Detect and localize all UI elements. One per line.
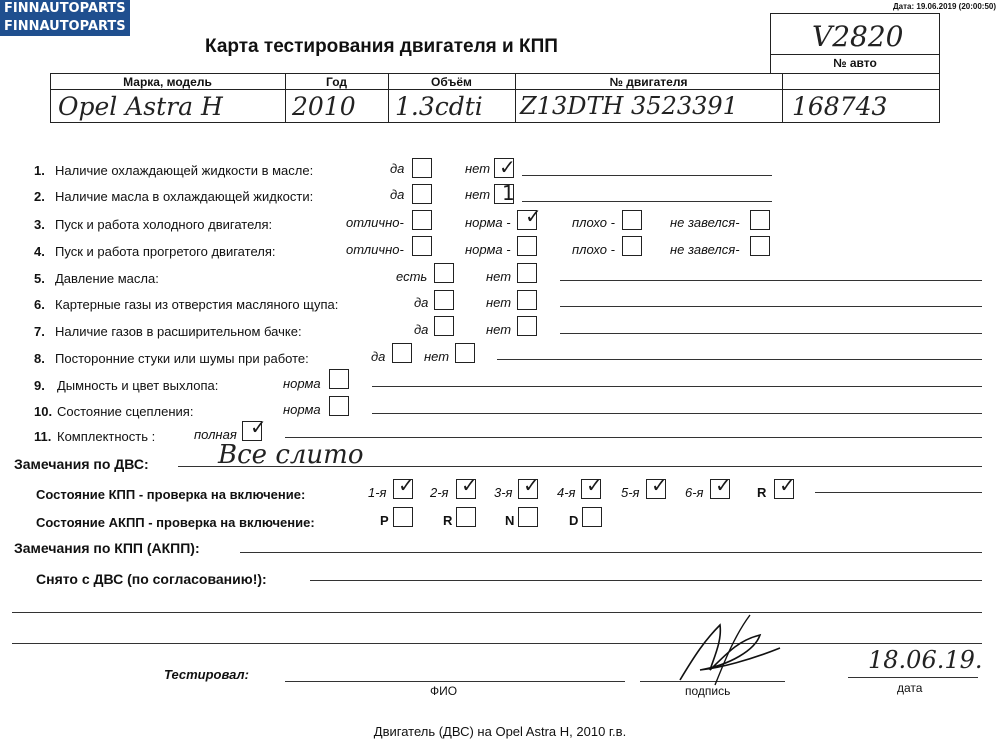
gear-3-check-mark: ✓	[523, 473, 540, 497]
q7-number: 7.	[34, 324, 45, 339]
q9-opt-normal-label: норма	[283, 376, 321, 391]
akpp-r-label: R	[443, 513, 453, 528]
akpp-n-label: N	[505, 513, 515, 528]
gear-4-label: 4-я	[557, 485, 576, 500]
q8-number: 8.	[34, 351, 45, 366]
auto-no-label: № авто	[833, 56, 877, 70]
page-title: Карта тестирования двигателя и КПП	[205, 36, 558, 57]
value-odometer: 168743	[792, 92, 888, 121]
q3-check-mark: ✓	[525, 204, 542, 228]
gear-r-check-mark: ✓	[779, 473, 796, 497]
q5-opt-no-label: нет	[486, 269, 512, 284]
q8-yes-checkbox[interactable]	[392, 343, 412, 363]
gear-3-label: 3-я	[494, 485, 513, 500]
q1-check-mark: ✓	[499, 155, 516, 179]
gear-5-label: 5-я	[621, 485, 640, 500]
col-engine-no: № двигателя	[609, 75, 688, 89]
q4-text: Пуск и работа прогретого двигателя:	[55, 244, 276, 259]
watermark-line-1: FINNAUTOPARTS	[0, 0, 130, 18]
q4-nostart-checkbox[interactable]	[750, 236, 770, 256]
gear-2-check-mark: ✓	[461, 473, 478, 497]
q3-number: 3.	[34, 217, 45, 232]
q3-text: Пуск и работа холодного двигателя:	[55, 217, 273, 232]
q10-text: Состояние сцепления:	[57, 404, 194, 419]
kpp-remarks-label: Замечания по КПП (АКПП):	[14, 540, 200, 556]
gear-6-label: 6-я	[685, 485, 704, 500]
gear-1-check-mark: ✓	[398, 473, 415, 497]
q1-opt-yes-label: да	[390, 161, 405, 176]
col-year: Год	[326, 75, 347, 89]
signature-label: подпись	[685, 684, 731, 698]
q9-number: 9.	[34, 378, 45, 393]
q4-opt-excellent-label: отлично-	[346, 242, 404, 257]
q1-yes-checkbox[interactable]	[412, 158, 432, 178]
q1-number: 1.	[34, 163, 45, 178]
value-model: Opel Astra H	[58, 92, 223, 121]
akpp-r-checkbox[interactable]	[456, 507, 476, 527]
q7-text: Наличие газов в расширительном бачке:	[55, 324, 302, 339]
q1-opt-no-label: нет	[465, 161, 491, 176]
q3-opt-bad-label: плохо -	[572, 215, 615, 230]
q2-text: Наличие масла в охлаждающей жидкости:	[55, 189, 314, 204]
q7-opt-yes-label: да	[414, 322, 429, 337]
q11-number: 11.	[34, 429, 52, 444]
date-stamp: Дата: 19.06.2019 (20:00:50)	[892, 2, 996, 11]
q11-opt-full-label: полная	[194, 427, 237, 442]
q2-yes-checkbox[interactable]	[412, 184, 432, 204]
value-year: 2010	[292, 92, 356, 121]
signature-icon	[660, 610, 790, 690]
q5-opt-yes-label: есть	[396, 269, 428, 284]
q3-opt-nostart-label: не завелся-	[670, 215, 740, 230]
vin-handwritten: V2820	[812, 20, 904, 53]
q4-normal-checkbox[interactable]	[517, 236, 537, 256]
q11-check-mark: ✓	[250, 415, 267, 439]
q9-text: Дымность и цвет выхлопа:	[57, 378, 219, 393]
col-model: Марка, модель	[123, 75, 212, 89]
gear-r-label: R	[757, 485, 767, 500]
q11-text: Комплектность :	[57, 429, 156, 444]
gear-2-label: 2-я	[430, 485, 449, 500]
q8-opt-no-label: нет	[424, 349, 450, 364]
q6-yes-checkbox[interactable]	[434, 290, 454, 310]
q6-text: Картерные газы из отверстия масляного щупа:	[55, 297, 339, 312]
gear-4-check-mark: ✓	[586, 473, 603, 497]
q9-normal-checkbox[interactable]	[329, 369, 349, 389]
q6-number: 6.	[34, 297, 45, 312]
q6-opt-no-label: нет	[486, 295, 512, 310]
q4-opt-bad-label: плохо -	[572, 242, 615, 257]
akpp-p-checkbox[interactable]	[393, 507, 413, 527]
q2-opt-yes-label: да	[390, 187, 405, 202]
q4-opt-nostart-label: не завелся-	[670, 242, 740, 257]
q1-text: Наличие охлаждающей жидкости в масле:	[55, 163, 314, 178]
q8-text: Посторонние стуки или шумы при работе:	[55, 351, 309, 366]
q3-bad-checkbox[interactable]	[622, 210, 642, 230]
q7-yes-checkbox[interactable]	[434, 316, 454, 336]
akpp-p-label: P	[380, 513, 389, 528]
q7-no-checkbox[interactable]	[517, 316, 537, 336]
col-volume: Объём	[431, 75, 472, 89]
q8-opt-yes-label: да	[371, 349, 386, 364]
q6-no-checkbox[interactable]	[517, 290, 537, 310]
gear-6-check-mark: ✓	[715, 473, 732, 497]
q5-text: Давление масла:	[55, 271, 159, 286]
q4-opt-normal-label: норма -	[465, 242, 511, 257]
akpp-d-checkbox[interactable]	[582, 507, 602, 527]
date-value: 18.06.19.	[868, 646, 983, 674]
akpp-d-label: D	[569, 513, 579, 528]
q2-check-mark: 1	[502, 181, 515, 205]
q10-number: 10.	[34, 404, 53, 419]
date-label: дата	[897, 681, 923, 695]
q8-no-checkbox[interactable]	[455, 343, 475, 363]
q2-number: 2.	[34, 189, 45, 204]
q5-yes-checkbox[interactable]	[434, 263, 454, 283]
q3-nostart-checkbox[interactable]	[750, 210, 770, 230]
q4-excellent-checkbox[interactable]	[412, 236, 432, 256]
value-engine-no: Z13DTH 3523391	[520, 92, 738, 120]
image-caption: Двигатель (ДВС) на Opel Astra H, 2010 г.в.	[373, 724, 627, 739]
q5-no-checkbox[interactable]	[517, 263, 537, 283]
q2-opt-no-label: нет	[465, 187, 491, 202]
dvs-remarks-value: Все слито	[218, 440, 364, 470]
q3-opt-normal-label: норма -	[465, 215, 511, 230]
q10-normal-checkbox[interactable]	[329, 396, 349, 416]
q4-number: 4.	[34, 244, 45, 259]
q4-bad-checkbox[interactable]	[622, 236, 642, 256]
q3-excellent-checkbox[interactable]	[412, 210, 432, 230]
watermark-line-2: FINNAUTOPARTS	[0, 18, 130, 36]
q6-opt-yes-label: да	[414, 295, 429, 310]
q7-opt-no-label: нет	[486, 322, 512, 337]
fio-label: ФИО	[430, 684, 458, 698]
dvs-remarks-label: Замечания по ДВС:	[14, 456, 149, 472]
q10-opt-normal-label: норма	[283, 402, 321, 417]
akpp-n-checkbox[interactable]	[518, 507, 538, 527]
gear-1-label: 1-я	[368, 485, 387, 500]
akpp-label: Состояние АКПП - проверка на включение:	[36, 515, 315, 530]
value-volume: 1.3cdti	[395, 92, 483, 121]
kpp-label: Состояние КПП - проверка на включение:	[36, 487, 306, 502]
gear-5-check-mark: ✓	[651, 473, 668, 497]
q5-number: 5.	[34, 271, 45, 286]
tested-label: Тестировал:	[164, 667, 249, 682]
q3-opt-excellent-label: отлично-	[346, 215, 404, 230]
removed-label: Снято с ДВС (по согласованию!):	[36, 571, 267, 587]
